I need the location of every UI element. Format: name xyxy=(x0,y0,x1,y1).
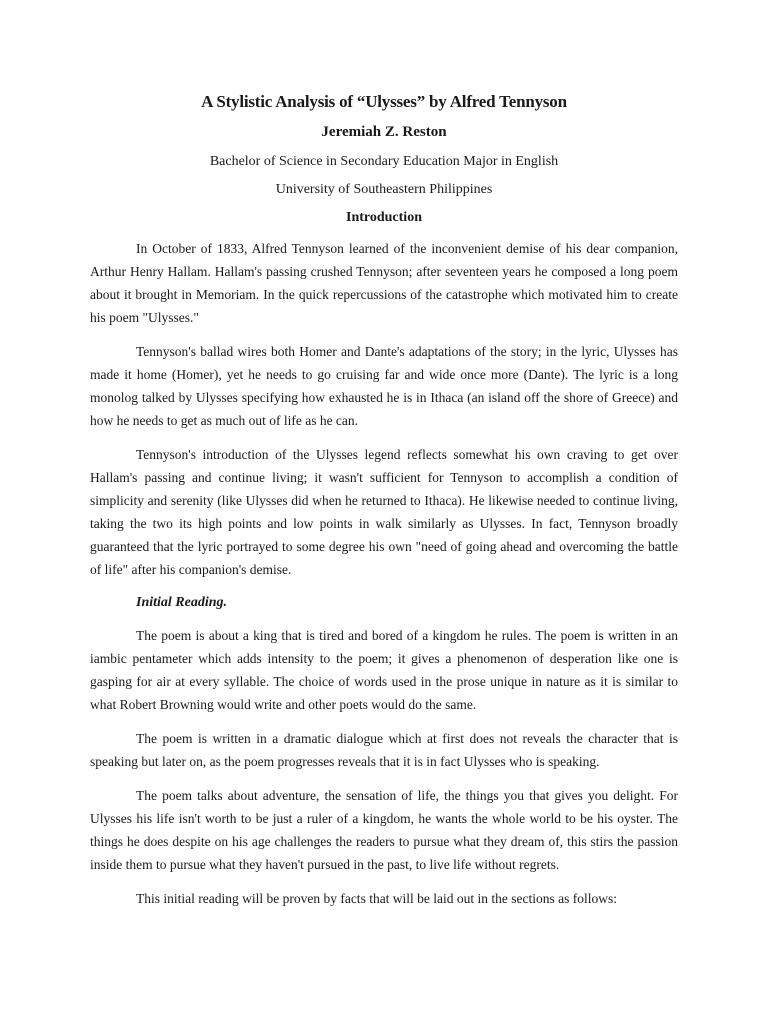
document-title: A Stylistic Analysis of “Ulysses” by Alfred Tennyson xyxy=(201,92,567,111)
degree-program: Bachelor of Science in Secondary Education Major in English xyxy=(209,154,559,169)
author-name: Jeremiah Z. Reston xyxy=(321,124,447,140)
intro-paragraph: Tennyson's ballad wires both Homer and Dante's adaptations of the story; in the lyric, Ulysses has made it home (Homer), yet he needs to go cruising far and wide once more (Dante). The lyric is a long monolog talked by Ulysses specifying how exhausted he is in Ithaca (an island off the shore of Greece) and how he needs to get as much out of life as he can. xyxy=(90,344,678,428)
reading-paragraph: The poem is about a king that is tired and bored of a kingdom he rules. The poem is written in an iambic pentameter which adds intensity to the poem; it gives a phenomenon of desperation like one is gasping for air at every syllable. The choice of words used in the prose unique in nature as it is similar to what Robert Browning would write and other poets would do the same. xyxy=(90,628,678,712)
intro-paragraph: Tennyson's introduction of the Ulysses legend reflects somewhat his own craving to get over Hallam's passing and continue living; it wasn't sufficient for Tennyson to accomplish a condition of simplicity and serenity (like Ulysses did when he returned to Ithaca). He likewise needed to continue living, taking the two its high points and low points in walk similarly as Ulysses. In fact, Tennyson broadly guaranteed that the lyric portrayed to some degree his own "need of going ahead and overcoming the battle of life" after his companion's demise. xyxy=(90,447,678,577)
initial-reading-heading: Initial Reading. xyxy=(136,595,228,610)
document-body xyxy=(90,90,678,921)
reading-paragraph: The poem is written in a dramatic dialogue which at first does not reveals the character that is speaking but later on, as the poem progresses reveals that it is in fact Ulysses who is speaking. xyxy=(90,731,678,769)
reading-paragraph: This initial reading will be proven by facts that will be laid out in the sections as follows: xyxy=(136,891,618,906)
intro-paragraph: In October of 1833, Alfred Tennyson learned of the inconvenient demise of his dear companion, Arthur Henry Hallam. Hallam's passing crushed Tennyson; after seventeen years he composed a long poem about it brought in Memoriam. In the quick repercussions of the catastrophe which motivated him to create his poem "Ulysses." xyxy=(90,241,678,325)
university-name: University of Southeastern Philippines xyxy=(275,182,493,197)
reading-paragraph: The poem talks about adventure, the sensation of life, the things you that gives you delight. For Ulysses his life isn't worth to be just a ruler of a kingdom, he wants the whole world to be his oyster. The things he does despite on his age challenges the readers to pursue what they dream of, this stirs the passion inside them to pursue what they haven't pursued in the past, to live life without regrets. xyxy=(90,788,678,872)
introduction-heading: Introduction xyxy=(346,210,422,225)
